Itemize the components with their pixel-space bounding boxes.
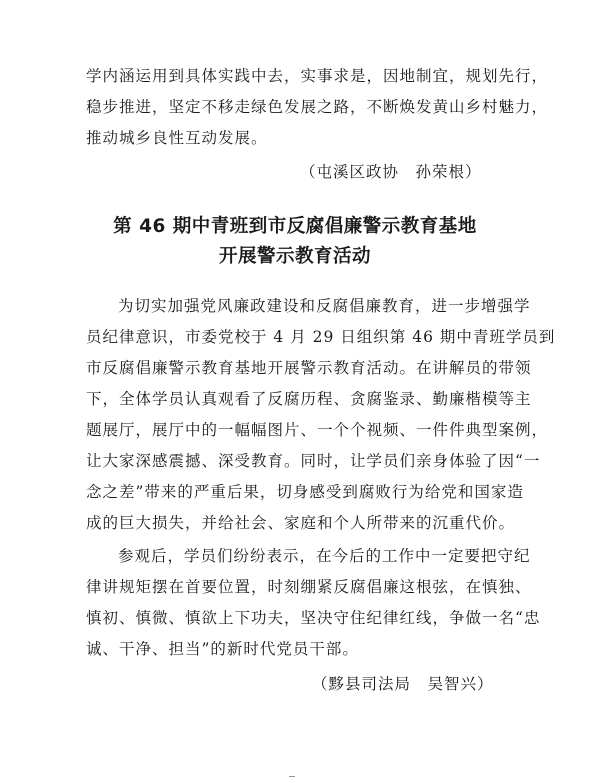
prev-article-line-1: 学内涵运用到具体实践中去，实事求是，因地制宜，规划先行， (86, 67, 549, 85)
paragraph1-line-7: 念之差”带来的严重后果，切身感受到腐败行为给党和国家造 (86, 483, 524, 501)
paragraph1-line-3: 市反腐倡廉警示教育基地开展警示教育活动。在讲解员的带领 (86, 359, 532, 377)
article-title-line-1: 第 46 期中青班到市反腐倡廉警示教育基地 (113, 216, 477, 237)
paragraph1-line-5: 题展厅，展厅中的一幅幅图片、一个个视频、一件件典型案例， (86, 421, 549, 439)
paragraph1-line-2: 员纪律意识，市委党校于 4 月 29 日组织第 46 期中青班学员到 (86, 328, 556, 346)
paragraph1-line-4: 下，全体学员认真观看了反腐历程、贪腐鉴录、勤廉楷模等主 (86, 390, 532, 408)
paragraph2-line-2: 律讲规矩摆在首要位置，时刻绷紧反腐倡廉这根弦，在慎独、 (86, 578, 532, 596)
prev-article-line-3: 推动城乡良性互动发展。 (86, 129, 268, 147)
paragraph1-line-8: 成的巨大损失，并给社会、家庭和个人所带来的沉重代价。 (86, 514, 516, 532)
paragraph2-line-3: 慎初、慎微、慎欲上下功夫，坚决守住纪律红线，争做一名“忠 (86, 609, 541, 627)
paragraph1-line-1: 为切实加强党风廉政建设和反腐倡廉教育，进一步增强学 (118, 297, 531, 315)
paragraph1-line-6: 让大家深感震撼、深受教育。同时，让学员们亲身体验了因“一 (86, 452, 541, 470)
paragraph2-line-1: 参观后，学员们纷纷表示，在今后的工作中一定要把守纪 (118, 547, 531, 565)
article-signature: （黟县司法局 吴智兴） (312, 675, 494, 693)
prev-article-signature: （屯溪区政协 孙荣根） (300, 163, 482, 181)
paragraph2-line-4: 诚、干净、担当”的新时代党员干部。 (86, 640, 359, 658)
prev-article-line-2: 稳步推进，坚定不移走绿色发展之路，不断焕发黄山乡村魅力， (86, 98, 549, 116)
article-title-line-2: 开展警示教育活动 (218, 246, 371, 267)
page-edge-mark (289, 776, 295, 783)
